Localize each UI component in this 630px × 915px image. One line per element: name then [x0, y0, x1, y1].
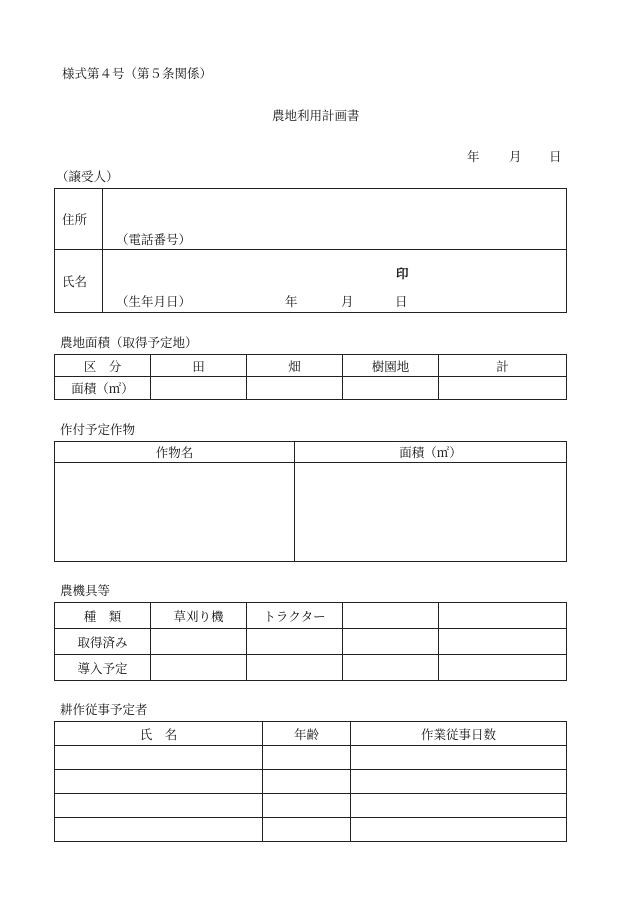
applicant-table	[54, 188, 567, 313]
machinery-planned-cell[interactable]	[343, 655, 439, 681]
workers-table	[54, 721, 567, 842]
seal-mark: 印	[396, 266, 409, 281]
birth-day-label: 日	[395, 294, 408, 309]
worker-age-cell[interactable]	[263, 794, 351, 818]
workers-header-age: 年齢	[263, 722, 351, 746]
land-header-paddy: 田	[151, 355, 247, 377]
worker-name-cell[interactable]	[55, 770, 263, 794]
worker-name-cell[interactable]	[55, 794, 263, 818]
land-header-category: 区 分	[55, 355, 151, 377]
land-area-total-cell[interactable]	[439, 377, 567, 400]
form-number: 様式第４号（第５条関係）	[62, 66, 213, 81]
land-row-label-area: 面積（㎡）	[55, 377, 151, 400]
worker-days-cell[interactable]	[351, 818, 567, 842]
workers-header-days: 作業従事日数	[351, 722, 567, 746]
worker-age-cell[interactable]	[263, 770, 351, 794]
machinery-header-type: 種 類	[55, 603, 151, 629]
worker-name-cell[interactable]	[55, 818, 263, 842]
land-header-field: 畑	[247, 355, 343, 377]
address-field[interactable]	[103, 189, 567, 250]
birth-year-label: 年	[285, 294, 298, 309]
crops-name-cell[interactable]	[55, 463, 295, 562]
table-row	[55, 770, 567, 794]
machinery-header-blank-2[interactable]	[439, 603, 567, 629]
land-header-total: 計	[439, 355, 567, 377]
table-row	[55, 746, 567, 770]
machinery-acquired-cell[interactable]	[247, 629, 343, 655]
machinery-planned-cell[interactable]	[247, 655, 343, 681]
crops-area-cell[interactable]	[295, 463, 567, 562]
crops-heading: 作付予定作物	[60, 422, 136, 437]
table-row	[55, 818, 567, 842]
machinery-table	[54, 602, 567, 681]
date-day-label: 日	[549, 149, 562, 164]
machinery-planned-cell[interactable]	[151, 655, 247, 681]
crops-header-name: 作物名	[55, 442, 295, 463]
name-field[interactable]	[103, 250, 567, 313]
date-month-label: 月	[509, 149, 522, 164]
machinery-heading: 農機具等	[60, 583, 111, 598]
birth-label: （生年月日）	[116, 294, 192, 309]
workers-heading: 耕作従事予定者	[60, 702, 148, 717]
worker-name-cell[interactable]	[55, 746, 263, 770]
applicant-label: （譲受人）	[56, 169, 119, 184]
machinery-acquired-cell[interactable]	[439, 629, 567, 655]
crops-table	[54, 441, 567, 562]
machinery-acquired-cell[interactable]	[343, 629, 439, 655]
workers-header-name: 氏 名	[55, 722, 263, 746]
crops-header-area: 面積（㎡）	[295, 442, 567, 463]
table-row	[55, 794, 567, 818]
land-area-field-cell[interactable]	[247, 377, 343, 400]
address-label: 住所	[55, 189, 103, 250]
machinery-acquired-cell[interactable]	[151, 629, 247, 655]
worker-age-cell[interactable]	[263, 818, 351, 842]
land-area-orchard-cell[interactable]	[343, 377, 439, 400]
land-header-orchard: 樹園地	[343, 355, 439, 377]
phone-label: （電話番号）	[116, 232, 192, 247]
machinery-row-label-planned: 導入予定	[55, 655, 151, 681]
date-year-label: 年	[467, 149, 480, 164]
worker-days-cell[interactable]	[351, 746, 567, 770]
machinery-row-label-acquired: 取得済み	[55, 629, 151, 655]
land-area-table	[54, 354, 567, 400]
page-title: 農地利用計画書	[272, 108, 360, 123]
machinery-header-blank-1[interactable]	[343, 603, 439, 629]
land-area-heading: 農地面積（取得予定地）	[60, 335, 198, 350]
machinery-header-mower: 草刈り機	[151, 603, 247, 629]
land-area-paddy-cell[interactable]	[151, 377, 247, 400]
worker-days-cell[interactable]	[351, 794, 567, 818]
machinery-header-tractor: トラクター	[247, 603, 343, 629]
name-label: 氏名	[55, 250, 103, 313]
worker-age-cell[interactable]	[263, 746, 351, 770]
birth-month-label: 月	[341, 294, 354, 309]
worker-days-cell[interactable]	[351, 770, 567, 794]
machinery-planned-cell[interactable]	[439, 655, 567, 681]
